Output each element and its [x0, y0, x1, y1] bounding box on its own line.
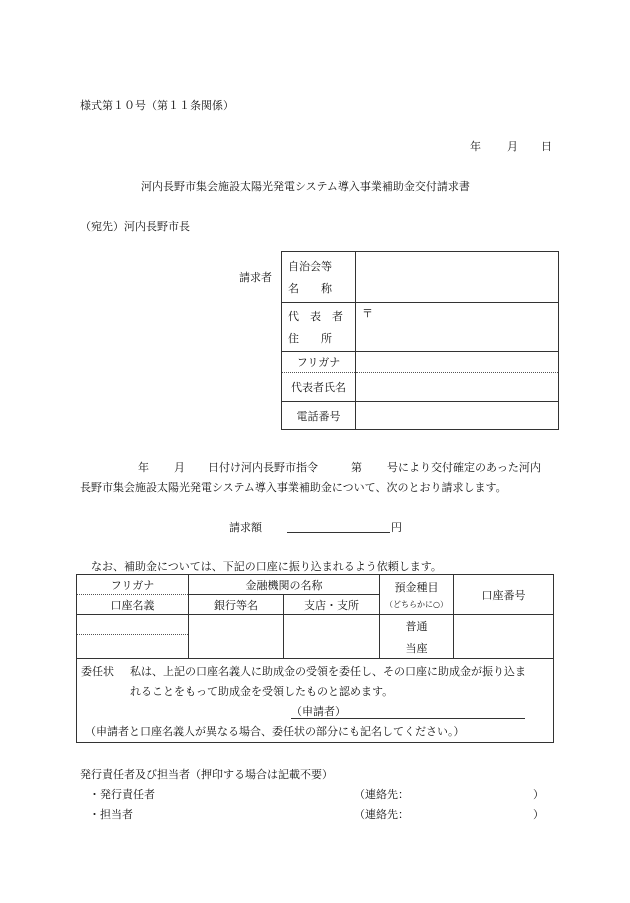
- addressee: （宛先）河内長野市長: [80, 220, 190, 233]
- postal-mark: 〒: [362, 307, 373, 320]
- phone-field[interactable]: [356, 402, 559, 430]
- bank-table: [76, 574, 554, 743]
- document-title: 河内長野市集会施設太陽光発電システム導入事業補助金交付請求書: [141, 180, 470, 193]
- deposit-type-note: （どちらかに○）: [385, 600, 448, 609]
- staff-contact-close: ）: [533, 808, 544, 821]
- date-month-label: 月: [507, 140, 518, 153]
- claimant-table: [281, 251, 559, 430]
- footer-heading: 発行責任者及び担当者（押印する場合は記載不要）: [80, 768, 333, 781]
- rep-address-label-line2: 住 所: [288, 332, 332, 345]
- bank-note: なお、補助金については、下記の口座に振り込まれるよう依頼します。: [91, 560, 442, 573]
- proxy-section: [77, 659, 554, 743]
- rep-address-field[interactable]: [356, 303, 559, 352]
- branch-name-subheader: 支店・支所: [284, 595, 380, 615]
- staff-label: ・担当者: [89, 808, 133, 821]
- rep-name-label: 代表者氏名: [282, 373, 356, 402]
- org-name-field[interactable]: [356, 252, 559, 303]
- rep-address-label-cell: [282, 303, 356, 352]
- body-year: 年: [138, 461, 149, 474]
- date-year-label: 年: [470, 140, 481, 153]
- date-day-label: 日: [541, 140, 552, 153]
- account-number-header: 口座番号: [454, 575, 554, 615]
- deposit-type-label: 預金種目: [394, 581, 439, 594]
- issuer-label: ・発行責任者: [89, 788, 155, 801]
- bank-name-subheader: 銀行等名: [189, 595, 284, 615]
- body-directive: 日付け河内長野市指令: [208, 461, 318, 474]
- staff-contact-label: （連絡先：: [354, 808, 409, 821]
- account-holder-furigana-field[interactable]: [77, 615, 189, 635]
- bank-name-header: 金融機関の名称: [189, 575, 380, 595]
- proxy-line2: れることをもって助成金を受領したものと認めます。: [130, 685, 394, 698]
- body-line2: 長野市集会施設太陽光発電システム導入事業補助金について、次のとおり請求します。: [80, 481, 507, 494]
- furigana-label: フリガナ: [282, 352, 356, 373]
- org-name-label-line2: 名 称: [288, 282, 332, 295]
- body-number-prefix: 第: [351, 461, 362, 474]
- applicant-signature-field[interactable]: [291, 703, 525, 719]
- body-month: 月: [174, 461, 185, 474]
- deposit-type-options: [380, 615, 454, 659]
- deposit-type-header: [380, 575, 454, 615]
- form-number: 様式第１０号（第１１条関係）: [80, 99, 234, 112]
- org-name-label-cell: [282, 252, 356, 303]
- furigana-field[interactable]: [356, 352, 559, 373]
- issuer-contact-close: ）: [533, 788, 544, 801]
- amount-unit: 円: [391, 521, 402, 534]
- phone-label: 電話番号: [282, 402, 356, 430]
- rep-address-label-line1: 代 表 者: [288, 310, 343, 323]
- branch-name-field[interactable]: [284, 615, 380, 659]
- amount-field[interactable]: [287, 532, 390, 533]
- amount-label: 請求額: [229, 521, 262, 534]
- account-holder-field[interactable]: [77, 635, 189, 659]
- org-name-label-line1: 自治会等: [288, 260, 332, 273]
- body-line1-end: 号により交付確定のあった河内: [387, 461, 541, 474]
- proxy-footnote: （申請者と口座名義人が異なる場合、委任状の部分にも記名してください。）: [85, 725, 465, 738]
- account-number-field[interactable]: [454, 615, 554, 659]
- bank-name-field[interactable]: [189, 615, 284, 659]
- issuer-contact-label: （連絡先：: [354, 788, 409, 801]
- deposit-ordinary-option[interactable]: 普通: [405, 619, 428, 633]
- proxy-line1: 私は、上記の口座名義人に助成金の受領を委任し、その口座に助成金が振り込ま: [130, 665, 526, 678]
- proxy-label: 委任状: [81, 665, 114, 678]
- applicant-label: （申請者）: [291, 705, 346, 718]
- rep-name-field[interactable]: [356, 373, 559, 402]
- bank-furigana-header: フリガナ: [77, 575, 189, 595]
- deposit-current-option[interactable]: 当座: [405, 641, 428, 655]
- account-holder-header: 口座名義: [77, 595, 189, 615]
- claimant-label: 請求者: [239, 271, 272, 284]
